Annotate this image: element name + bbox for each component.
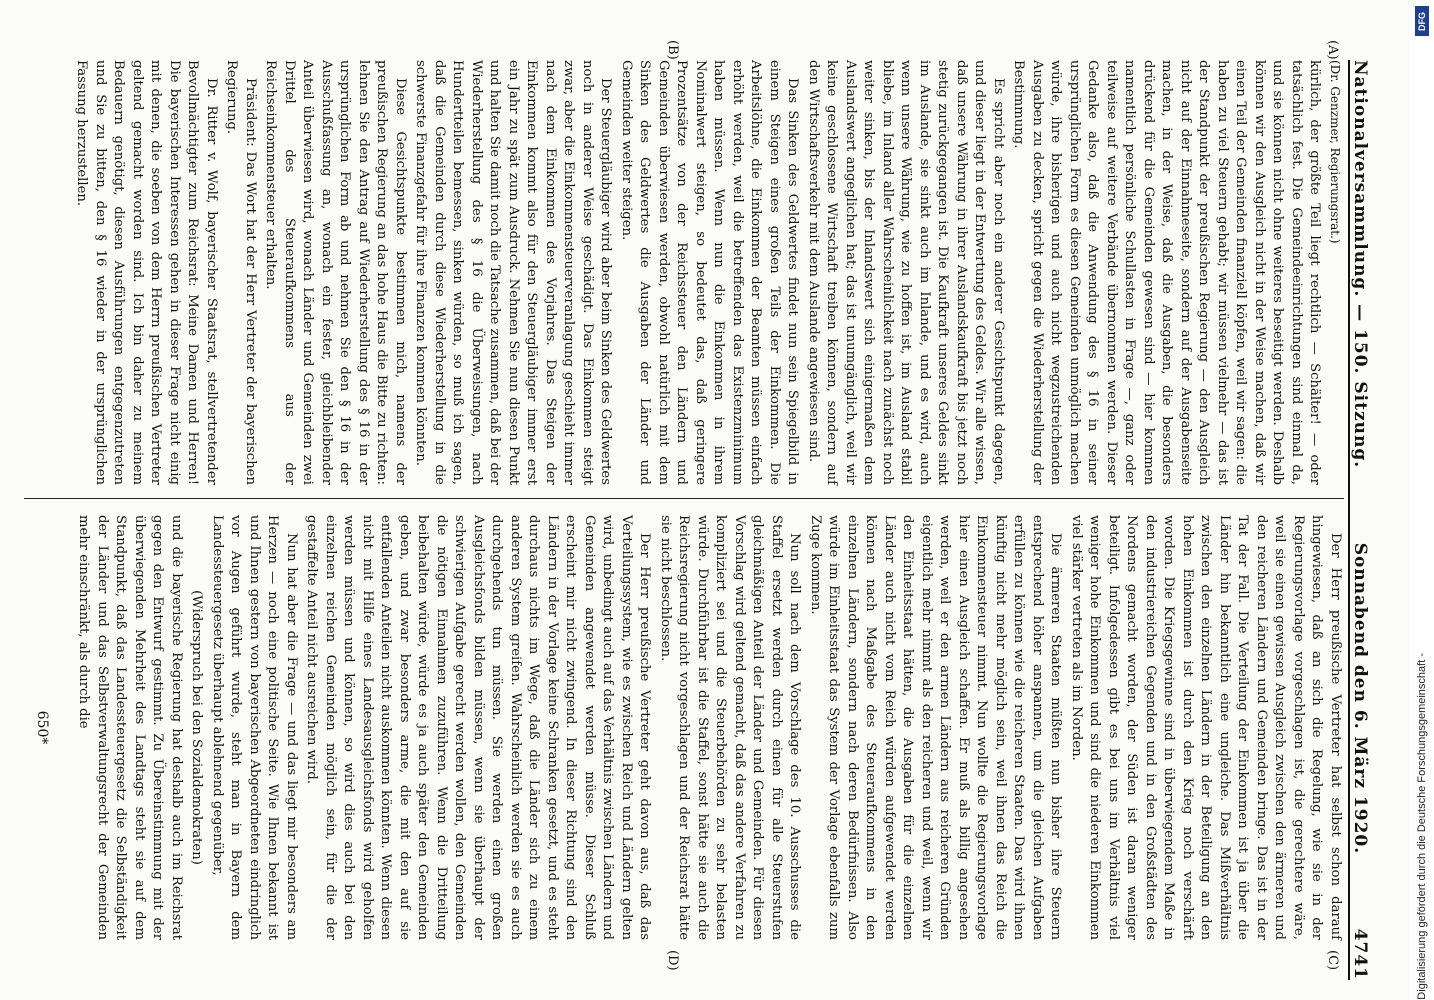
left-text-column	[24, 60, 1344, 485]
president-remark: Präsident: Das Wort hat der Herr Vertreter der bayerischen Regierung.	[224, 60, 258, 485]
margin-mark-a: (A)	[1325, 40, 1340, 60]
paragraph: Der Herr preußische Vertreter geht davon aus, daß das Verteilungssystem, wie es zwischen Reich und Ländern gelten wird, unbedingt auch auf das Verhältnis zwischen Ländern und Gemeinden angewendet werden müsse. Dieser Schluß erscheint mir nicht zwingend. In dieser Richtung sind den Ländern in der Vorlage keine Schranken gesetzt, und es steht durchaus nichts im Wege, daß die Länder sich zu einem anderen System greifen. Wahrscheinlich werden sie es auch durchgehends tun müssen. Sie werden einen großen Ausgleichsfonds bilden müssen, wenn sie überhaupt der schwierigen Aufgabe gerecht werden wollen, den Gemeinden die nötigen Einnahmen zuzuführen. Wenn die Dritteilung beibehalten würde, würde es ja auch später den Gemeinden geben, und zwar besonders arme, die mit den auf sie entfallenden Anteilen nicht auskommen könnten. Wenn diesen nicht mit Hilfe eines Landesausgleichsfonds wird geholfen werden müssen und können, so wird dies auch bei den einzelnen reichen Gemeinden möglich sein, für die der gestaffelte Anteil nicht ausreichen wird.	[304, 515, 653, 940]
paragraph: Es spricht aber noch ein anderer Gesichtspunkt dagegen, und dieser liegt in der Entwertung des Geldes. Wir alle wissen, daß unsere Währung in ihrer Auslandskaufkraft bis jetzt noch stetig zurückgegangen ist. Die Kaufkraft unseres Geldes sinkt im Auslande, sie sinkt auch im Inlande, und es wird, auch wenn unsere Währung, wie zu hoffen ist, im Ausland stabil bliebe, im Inland aller Wahrscheinlichkeit nach zunächst noch weiter sinken, bis der Inlandswert sich einigermaßen dem Auslandswert angeglichen hat; das ist unumgänglich, weil wir keine geschlossene Wirtschaft treiben können, sondern auf den Wirtschaftsverkehr mit dem Auslande angewiesen sind.	[806, 60, 1006, 485]
dfg-logo-text: DFG	[1417, 11, 1427, 31]
header-rule	[1348, 60, 1350, 980]
interjection: (Widerspruch bei den Sozialdemokraten)	[189, 590, 205, 865]
paragraph: Der Herr preußische Vertreter hat selbst schon darauf hingewiesen, daß an sich die Regelung, wie sie in der Regierungsvorlage vorgeschlagen ist, die gerechtere wäre, weil sie einen gewissen Ausgleich zwischen den ärmeren und den reicheren Ländern und Gemeinden bringe. Das ist in der Tat der Fall. Die Verteilung der Einkommen ist ja über die Länder hin bekanntlich eine ungleiche. Das Mißverhältnis zwischen den einzelnen Ländern in der Beteiligung an den hohen Einkommen ist durch den Krieg noch verschärft worden. Die Kriegsgewinne sind in überwiegendem Maße in den industriereichen Gegenden und in den Großstädten des Nordens gemacht worden, der Süden ist daran weniger beteiligt. Infolgedessen gibt es bei uns im Verhältnis viel weniger hohe Einkommen und sind die niederen Einkommen viel stärker vertreten als im Norden.	[1069, 515, 1343, 940]
paragraph: Nun soll nach dem Vorschlage des 10. Ausschusses die Staffel ersetzt werden durch einen für alle Steuerstufen gleichmäßigen Anteil der Länder und Gemeinden. Für diesen Vorschlag wird geltend gemacht, daß das andere Verfahren zu kompliziert sei und die Steuerbehörden zu sehr belasten würde. Durchführbar ist die Staffel, sonst hätte sie auch die Reichsregierung nicht vorgeschlagen und der Reichsrat hätte sie nicht beschlossen.	[658, 515, 803, 940]
speaker-note: (Dr. Genzmer, Regierungsrat.)	[1328, 60, 1342, 244]
page-header	[1350, 60, 1400, 980]
column-divider	[24, 498, 1344, 499]
paragraph: Dr. Ritter v. Wolf, bayerischer Staatsrat, stellvertretender Bevollmächtigter zum Reichsrat: Meine Damen und Herren! Die bayerischen Interessen gehen in dieser Frage nicht einig mit denen, die soeben von dem Herrn preußischen Vertreter geltend gemacht worden sind. Ich bin daher zu meinem Bedauern genötigt, diesen Ausführungen entgegenzutreten und Sie zu bitten, den § 16 wieder in der ursprünglichen Fassung herzustellen.	[74, 60, 219, 485]
sheet-signature: 650*	[34, 710, 50, 745]
right-text-column	[24, 515, 1344, 940]
funding-credit-text: Digitalisierung gefördert durch die Deutsche Forschungsgemeinschaft -	[1416, 653, 1428, 1000]
paragraph: Nun hat aber die Frage — und das liegt mir besonders am Herzen — noch eine politische Seite. Wie Ihnen bekannt ist und Ihnen gestern von bayerischen Abgeordneten eindringlich vor Augen geführt wurde, steht man in Bayern dem Landessteuergesetz überhaupt ablehnend gegenüber,	[210, 515, 299, 940]
dfg-logo	[1415, 6, 1429, 36]
paragraph: Diese Gesichtspunkte bestimmen mich, namens der preußischen Regierung an das hohe Haus die Bitte zu richten: lehnen Sie den Antrag auf Wiederherstellung des § 16 in der ursprünglichen Form ab und nehmen Sie den § 16 in der Ausschußfassung an, wonach ein fester, gleichbleibender Anteil überwiesen wird, wonach Länder und Gemeinden zwei Drittel des Steueraufkommens aus der Reichseinkommensteuer erhalten.	[263, 60, 408, 485]
digitization-sidebar	[1410, 0, 1434, 1000]
paragraph: kürlich, der größte Teil liegt rechtlich — Schälter! — oder tatsächlich fest. Die Gemeindeeinrichtungen sind einmal da, und sie können nicht ohne weiteres beseitigt werden. Deshalb können wir den Ausgleich nicht in der Weise machen, daß wir einen Teil der Gemeinden finanziell köpfen, weil wir sagen: die haben zu viel Steuern gehabt; wir müssen vielmehr — das ist der Standpunkt der preußischen Regierung — den Ausgleich nicht auf der Einnahmeseite, sondern auf der Ausgabenseite machen, in der Weise, daß die Ausgaben, die besonders drückend für die Gemeinden gewesen sind — hier kommen namentlich persönliche Schullasten in Frage —, ganz oder teilweise auf weitere Verbände übernommen werden. Dieser Gedanke also, daß die Anwendung des § 16 in seiner ursprünglichen Form es diesen Gemeinden unmöglich machen würde, ihre bisherigen und auch nicht wegzustreichenden Ausgaben zu decken, spricht gegen die Wiederherstellung der Bestimmung.	[1011, 60, 1323, 485]
margin-mark-b: (B)	[665, 40, 680, 60]
header-date: Sonnabend den 6. März 1920.	[1350, 542, 1370, 855]
header-left: Nationalversammlung. — 150. Sitzung.	[1350, 60, 1370, 469]
margin-mark-c: (C)	[1325, 950, 1340, 971]
paragraph: und die bayerische Regierung hat deshalb auch im Reichsrat gegen den Entwurf gestimmt. Zu Übereinstimmung mit der überwiegenden Mehrheit des Landtags steht sie auf dem Standpunkt, daß das Landessteuergesetz die Selbständigkeit der Länder und das Selbstverwaltungsrecht der Gemeinden mehr einschränkt, als durch die	[76, 515, 184, 940]
margin-mark-d: (D)	[665, 950, 680, 971]
funding-credit	[1414, 392, 1430, 1000]
paragraph: Das Sinken des Geldwertes findet nun sein Spiegelbild in einem Steigen eines großen Teils der Einkommen. Die Arbeitslöhne, die Einkommen der Beamten müssen einfach erhöht werden, weil die betreffenden das Existenzminimum haben müssen. Wenn nun die Einkommen in ihrem Nominalwert steigen, so bedeutet das, daß geringere Prozentsätze von der Reichssteuer den Ländern und Gemeinden überwiesen werden, obwohl natürlich mit dem Sinken des Geldwertes die Ausgaben der Länder und Gemeinden weiter steigen.	[619, 60, 801, 485]
page-number: 4741	[1350, 928, 1370, 980]
paragraph: Die ärmeren Staaten müßten nun bisher ihre Steuern entsprechend höher anspannen, um die gleichen Aufgaben erfüllen zu können wie die reicheren Staaten. Das wird ihnen künftig nicht mehr möglich sein, weil ihnen das Reich die Einkommensteuer nimmt. Nun wollte die Regierungsvorlage hier einen Ausgleich schaffen. Er muß als billig angesehen werden, weil er den armen Ländern aus reicheren Gründen eigentlich mehr nimmt als den reicheren und weil, wenn wir den Einheitsstaat hätten, die Ausgaben für die einzelnen Länder auch nicht vom Reich würden aufgewendet werden können nach Maßgabe des Steueraufkommens in den einzelnen Ländern, sondern nach deren Bedürfnissen. Also würde im Einheitsstaat das System der Vorlage ebenfalls zum Zuge kommen.	[808, 515, 1064, 940]
paragraph: Der Steuergläubiger wird aber beim Sinken des Geldwertes noch in anderer Weise geschädigt. Das Einkommen steigt zwar, aber die Einkommensteuerveranlagung geschieht immer nach dem Einkommen des Vorjahres. Das Steigen der Einkommen kommt also für den Steuergläubiger immer erst ein Jahr zu spät zum Ausdruck. Nehmen Sie nun diesen Punkt und halten Sie damit noch die Tatsache zusammen, daß bei der Wiederherstellung des § 16 die Überweisungen, nach Hundertteilen bemessen, sinken würden, so muß ich sagen, daß die Gemeinden durch diese Wiederherstellung in die schwerste Finanzgefahr für ihre Finanzen kommen könnten.	[413, 60, 614, 485]
